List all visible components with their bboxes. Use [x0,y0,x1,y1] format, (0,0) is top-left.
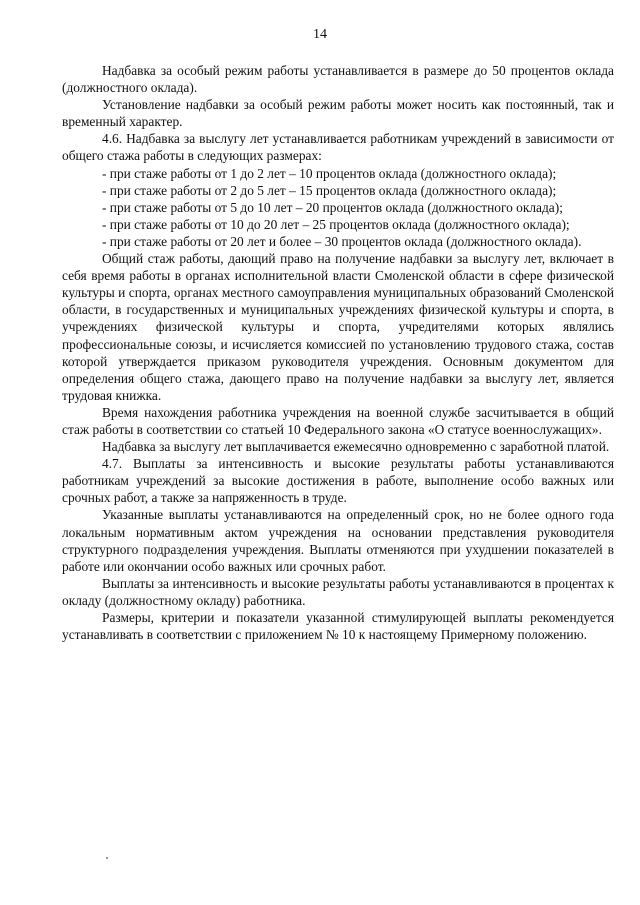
list-item-seniority-5-10: - при стаже работы от 5 до 10 лет – 20 процентов оклада (должностного оклада); [102,199,563,215]
paragraph-seniority-payment: Надбавка за выслугу лет выплачивается ежемесячно одновременно с заработной платой. [102,439,610,455]
paragraph-special-regime-character: Установление надбавки за особый режим работы может носить как постоянный, так и временный характер. [62,97,614,130]
scan-speck [106,857,108,859]
document-body [62,62,614,643]
paragraph-intensity-payments: 4.7. Выплаты за интенсивность и высокие результаты работы устанавливаются работникам учреждений за высокие достижения в работе, выполнение особо важных или срочных работ, а также за напряженность в труде. [62,456,614,506]
paragraph-payments-percent: Выплаты за интенсивность и высокие результаты работы устанавливаются в процентах к окладу (должностному окладу) работника. [62,575,614,608]
list-item-seniority-20-plus: - при стаже работы от 20 лет и более – 30 процентов оклада (должностного оклада). [102,233,582,249]
page-number: 14 [313,27,327,42]
paragraph-payments-term: Указанные выплаты устанавливаются на определенный срок, но не более одного года локальным нормативным актом учреждения на основании представления руководителя структурного подразделения учреждения. Выплаты отменяются при ухудшении показателей в работе или окончании особо важных или срочных работ. [62,507,614,574]
paragraph-total-experience: Общий стаж работы, дающий право на получение надбавки за выслугу лет, включает в себя время работы в органах исполнительной власти Смоленской области в сфере физической культуры и спорта, органах местного самоуправления муниципальных образований Смоленской области, в государственных и муниципальных учреждениях физической культуры и спорта, в учреждениях физической культуры и спорта, учредителями которых являлись профессиональные союзы, и исчисляется комиссией по установлению трудового стажа, состав которой утверждается приказом руководителя учреждения. Основным документом для определения общего стажа, дающего право на получение надбавки за выслугу лет, является трудовая книжка. [62,251,614,403]
list-item-seniority-1-2: - при стаже работы от 1 до 2 лет – 10 процентов оклада (должностного оклада); [102,165,557,181]
paragraph-seniority-bonus-intro: 4.6. Надбавка за выслугу лет устанавливается работникам учреждений в зависимости от общего стажа работы в следующих размерах: [62,131,614,164]
paragraph-military-service: Время нахождения работника учреждения на военной службе засчитывается в общий стаж работы в соответствии со статьей 10 Федерального закона «О статусе военнослужащих». [62,404,614,437]
list-item-seniority-2-5: - при стаже работы от 2 до 5 лет – 15 процентов оклада (должностного оклада); [102,182,557,198]
paragraph-special-regime-amount: Надбавка за особый режим работы устанавливается в размере до 50 процентов оклада (должностного оклада). [62,63,614,96]
paragraph-criteria-appendix: Размеры, критерии и показатели указанной стимулирующей выплаты рекомендуется устанавливать в соответствии с приложением № 10 к настоящему Примерному положению. [62,610,614,643]
list-item-seniority-10-20: - при стаже работы от 10 до 20 лет – 25 процентов оклада (должностного оклада); [102,216,570,232]
